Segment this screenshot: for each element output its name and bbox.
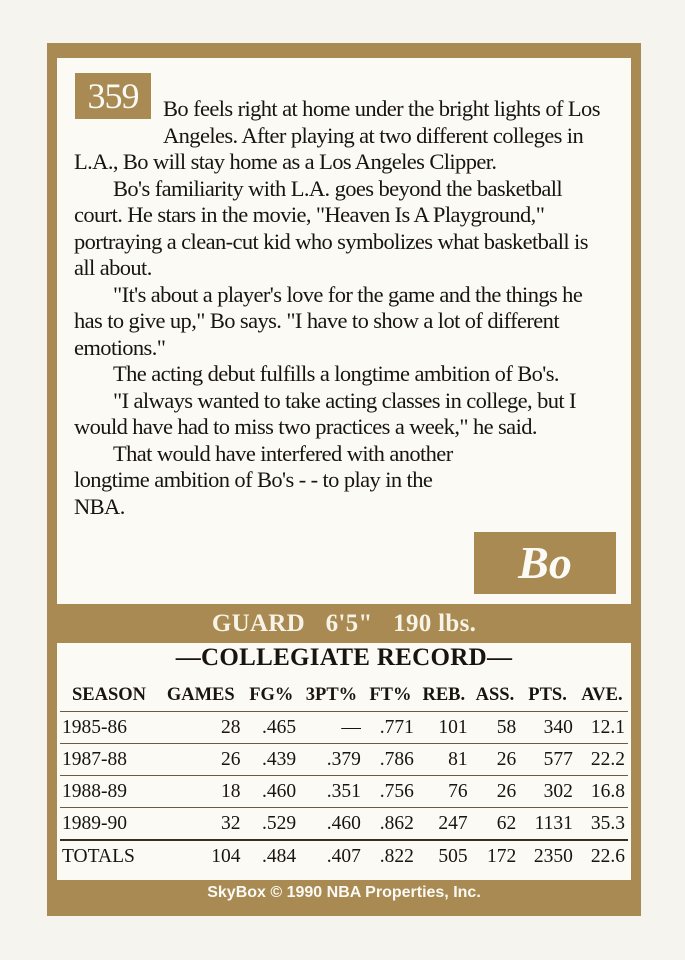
table-cell: .862 — [364, 808, 417, 841]
table-cell: 2350 — [519, 840, 576, 872]
bio-paragraph: Bo feels right at home under the bright lights of Los Angeles. After playing at two different colleges in L.A., Bo will stay home as a Los Angeles Clipper. — [74, 96, 600, 174]
bio-text — [74, 96, 604, 520]
table-cell: 577 — [519, 744, 576, 776]
table-cell: 172 — [471, 840, 520, 872]
table-cell: 1985-86 — [60, 712, 158, 744]
card-number: 359 — [75, 73, 151, 119]
column-header: AVE. — [576, 680, 628, 712]
table-cell: 62 — [471, 808, 520, 841]
table-cell: .351 — [299, 776, 364, 808]
collegiate-record-title: —COLLEGIATE RECORD— — [175, 644, 513, 671]
bio-paragraph: The acting debut fulfills a longtime ambition of Bo's. — [113, 361, 559, 386]
column-header: REB. — [417, 680, 471, 712]
table-cell: 35.3 — [576, 808, 628, 841]
table-cell: 16.8 — [576, 776, 628, 808]
bio-paragraph: Bo's familiarity with L.A. goes beyond the basketball court. He stars in the movie, "Heaven Is A Playground," portraying a clean-cut kid who symbolizes what basketball is all about. — [74, 175, 588, 280]
table-cell: 28 — [158, 712, 243, 744]
stats-panel — [57, 643, 631, 880]
signature-box: Bo — [474, 532, 616, 594]
bio-paragraph: "I always wanted to take acting classes in college, but I would have had to miss two practices a week," he said. — [74, 387, 576, 439]
table-cell: 58 — [471, 712, 520, 744]
table-cell: .460 — [243, 776, 299, 808]
column-header: GAMES — [158, 680, 243, 712]
table-cell: .786 — [364, 744, 417, 776]
table-cell: .465 — [243, 712, 299, 744]
table-cell: .484 — [243, 840, 299, 872]
stats-header-row — [60, 680, 628, 712]
table-cell: 302 — [519, 776, 576, 808]
table-cell: .756 — [364, 776, 417, 808]
table-row — [60, 744, 628, 776]
table-cell: TOTALS — [60, 840, 158, 872]
table-cell: 1987-88 — [60, 744, 158, 776]
table-cell: .771 — [364, 712, 417, 744]
table-cell: 32 — [158, 808, 243, 841]
table-cell: 1988-89 — [60, 776, 158, 808]
table-cell: 18 — [158, 776, 243, 808]
table-cell: 26 — [471, 776, 520, 808]
table-cell: .439 — [243, 744, 299, 776]
column-header: PTS. — [519, 680, 576, 712]
table-cell: 22.6 — [576, 840, 628, 872]
table-cell: 1989-90 — [60, 808, 158, 841]
table-cell: — — [299, 712, 364, 744]
table-cell: 247 — [417, 808, 471, 841]
totals-row — [60, 840, 628, 872]
table-cell: 12.1 — [576, 712, 628, 744]
table-cell: 1131 — [519, 808, 576, 841]
table-cell: 104 — [158, 840, 243, 872]
table-row — [60, 712, 628, 744]
player-height: 6'5" — [325, 610, 373, 637]
stats-table — [60, 680, 628, 872]
table-cell: 505 — [417, 840, 471, 872]
table-row — [60, 808, 628, 841]
player-position: GUARD — [211, 610, 306, 637]
column-header: SEASON — [60, 680, 158, 712]
table-cell: 76 — [417, 776, 471, 808]
table-cell: .529 — [243, 808, 299, 841]
bio-paragraph: That would have interfered with another longtime ambition of Bo's - - to play in the NBA. — [74, 440, 453, 519]
copyright-footer: SkyBox © 1990 NBA Properties, Inc. — [207, 884, 481, 901]
table-cell: 26 — [158, 744, 243, 776]
table-row — [60, 776, 628, 808]
table-cell: 81 — [417, 744, 471, 776]
bio-paragraph: "It's about a player's love for the game and the things he has to give up," Bo says. "I have to show a lot of different emotions." — [74, 281, 583, 360]
column-header: FT% — [364, 680, 417, 712]
table-cell: 26 — [471, 744, 520, 776]
player-weight: 190 lbs. — [393, 610, 477, 637]
table-cell: .379 — [299, 744, 364, 776]
table-cell: 340 — [519, 712, 576, 744]
table-cell: 101 — [417, 712, 471, 744]
table-cell: 22.2 — [576, 744, 628, 776]
table-cell: .460 — [299, 808, 364, 841]
column-header: 3PT% — [299, 680, 364, 712]
column-header: FG% — [243, 680, 299, 712]
column-header: ASS. — [471, 680, 520, 712]
table-cell: .822 — [364, 840, 417, 872]
player-info-bar — [57, 606, 631, 642]
table-cell: .407 — [299, 840, 364, 872]
